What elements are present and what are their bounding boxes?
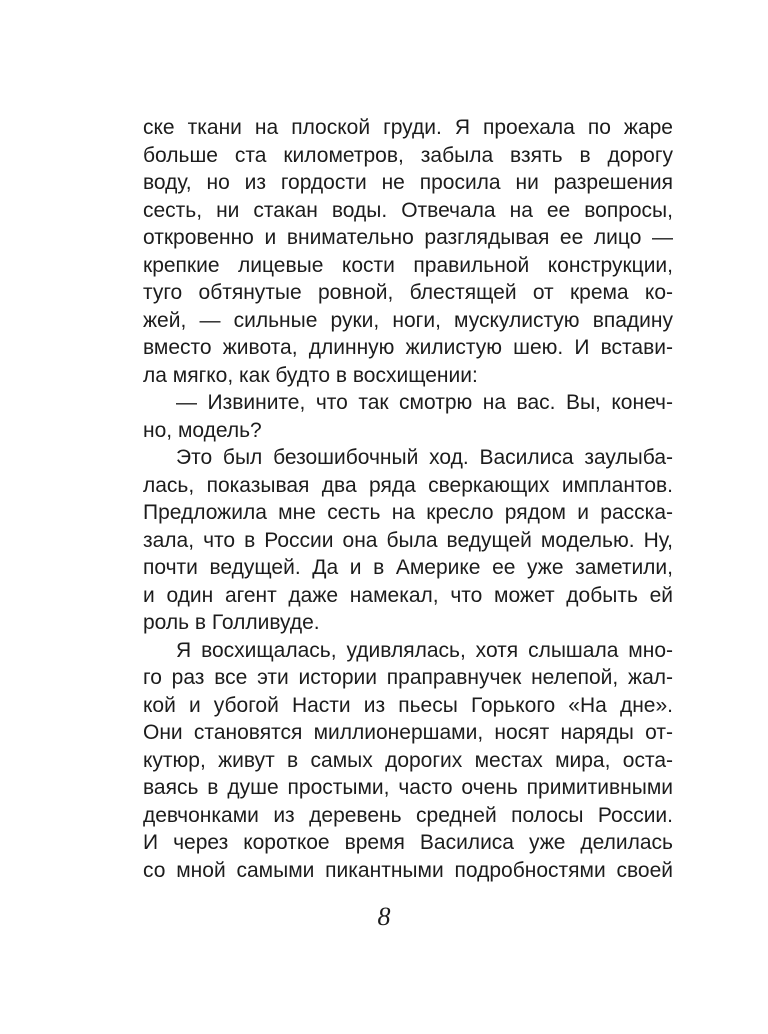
text-line: и один агент даже намекал, что может добыть ей bbox=[143, 583, 673, 607]
text-line: жей, — сильные руки, ноги, мускулистую впадину bbox=[143, 308, 673, 332]
text-line: роль в Голливуде. bbox=[143, 611, 320, 634]
text-line: девчонками из деревень средней полосы России. bbox=[143, 803, 673, 827]
text-line: ла мягко, как будто в восхищении: bbox=[143, 363, 478, 387]
text-line: И через короткое время Василиса уже делилась bbox=[143, 831, 673, 854]
text-line: Предложила мне сесть на кресло рядом и расска- bbox=[143, 501, 673, 524]
text-line: зала, что в России она была ведущей моделью. Ну, bbox=[143, 528, 673, 552]
text-line: кой и убогой Насти из пьесы Горького «На дне». bbox=[143, 693, 673, 717]
text-line: со мной самыми пикантными подробностями своей bbox=[143, 858, 673, 882]
text-line: кутюр, живут в самых дорогих местах мира, оста- bbox=[143, 748, 673, 772]
text-line: ваясь в душе простыми, часто очень примитивными bbox=[143, 776, 673, 799]
text-line: лась, показывая два ряда сверкающих имплантов. bbox=[143, 473, 673, 497]
body-text bbox=[143, 114, 673, 884]
text-line: го раз все эти истории праправнучек нелепой, жал- bbox=[143, 666, 673, 689]
text-line: Это был безошибочный ход. Василиса заулыба- bbox=[176, 446, 673, 469]
text-line: — Извините, что так смотрю на вас. Вы, конеч- bbox=[176, 391, 673, 414]
page-number: 8 bbox=[377, 902, 391, 931]
text-line: почти ведущей. Да и в Америке ее уже заметили, bbox=[143, 556, 673, 579]
text-line: ске ткани на плоской груди. Я проехала по жаре bbox=[143, 116, 673, 139]
text-line: но, модель? bbox=[143, 418, 262, 442]
text-line: больше ста километров, забыла взять в дорогу bbox=[143, 143, 673, 167]
text-line: туго обтянутые ровной, блестящей от крема ко- bbox=[143, 281, 673, 304]
text-line: воду, но из гордости не просила ни разрешения bbox=[143, 171, 673, 194]
text-line: сесть, ни стакан воды. Отвечала на ее вопросы, bbox=[143, 198, 673, 222]
text-line: откровенно и внимательно разглядывая ее лицо — bbox=[143, 226, 673, 249]
text-line: вместо живота, длинную жилистую шею. И встави- bbox=[143, 336, 673, 359]
text-line: Они становятся миллионершами, носят наряды от- bbox=[143, 721, 673, 744]
text-line: крепкие лицевые кости правильной конструкции, bbox=[143, 253, 673, 277]
text-line: Я восхищалась, удивлялась, хотя слышала мно- bbox=[176, 638, 673, 662]
